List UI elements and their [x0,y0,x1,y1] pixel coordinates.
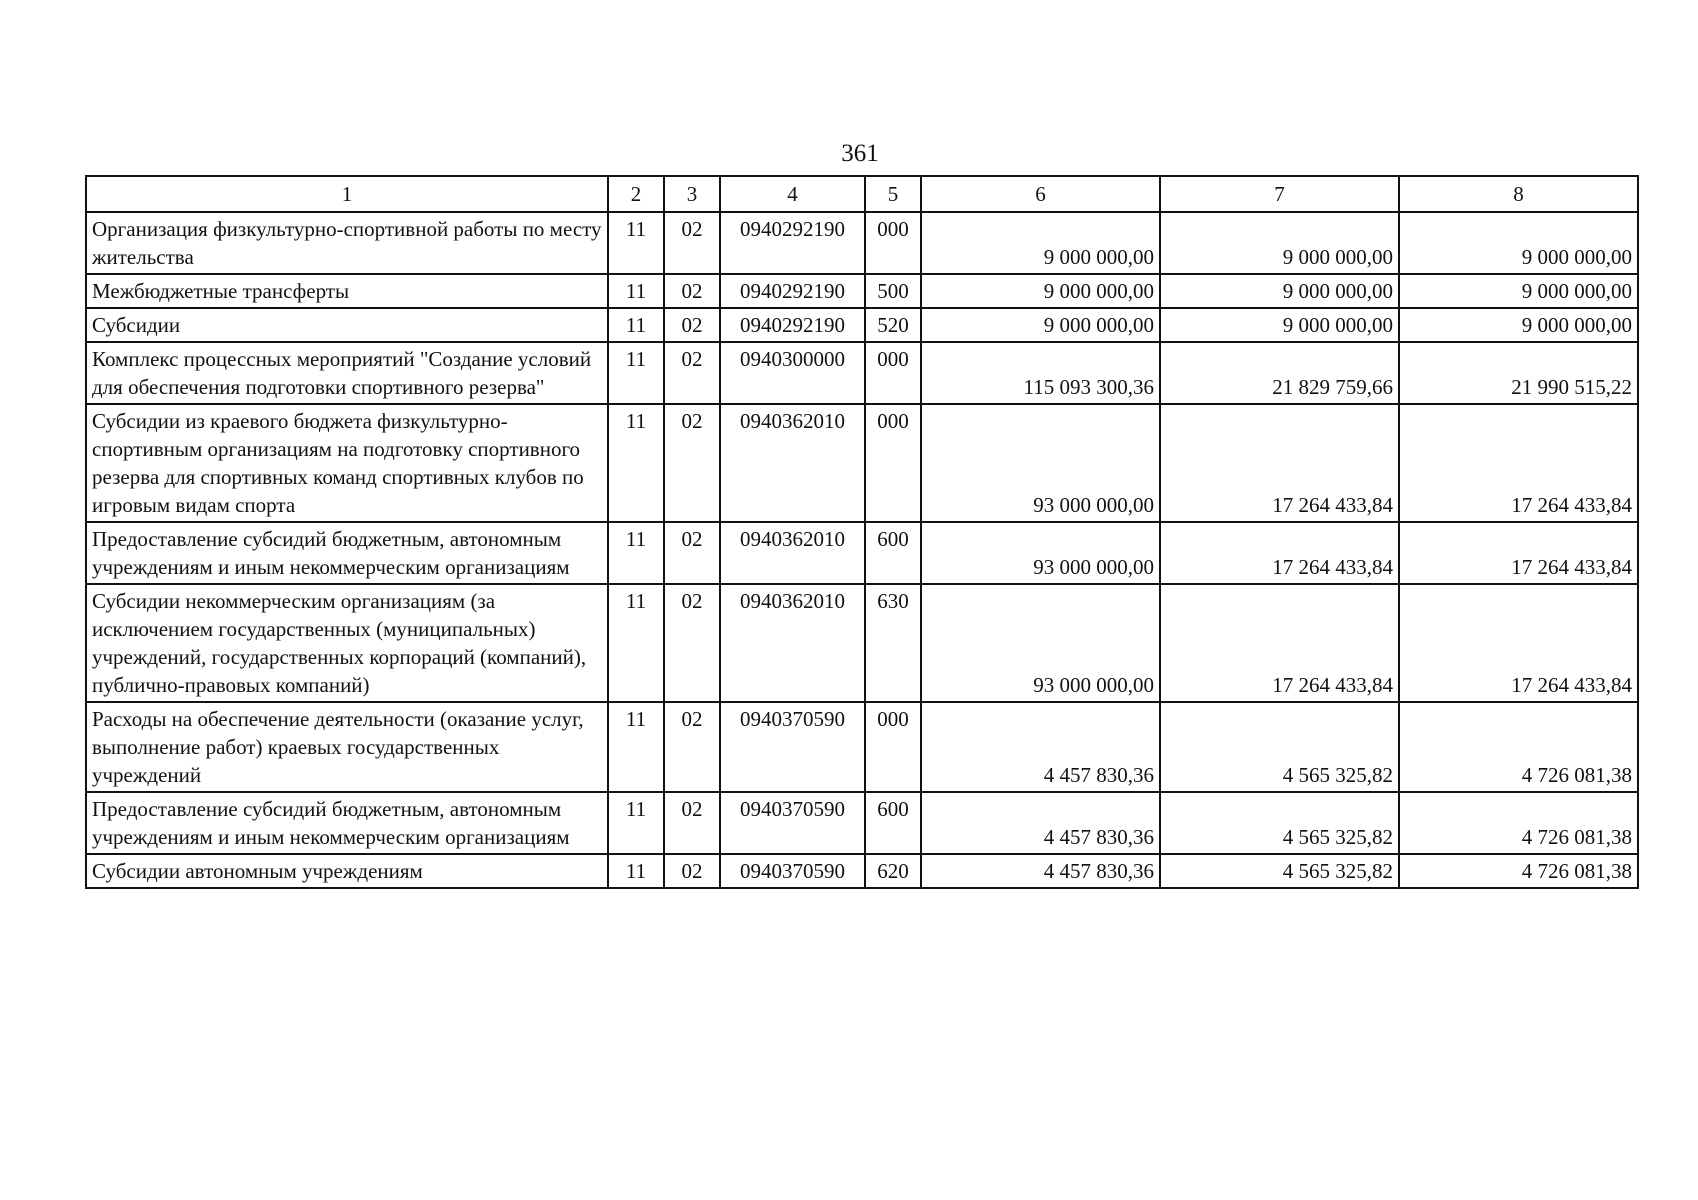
table-row [86,212,1638,274]
target-article-cell: 0940370590 [720,702,865,792]
row-name-cell: Предоставление субсидий бюджетным, автономным учреждениям и иным некоммерческим организациям [86,522,608,584]
subsection-code-cell: 02 [664,212,720,274]
expense-type-cell: 600 [865,522,921,584]
target-article-cell: 0940300000 [720,342,865,404]
column-header-2: 2 [608,176,664,212]
table-row [86,522,1638,584]
amount-year2-cell: 17 264 433,84 [1160,522,1399,584]
amount-year3-cell: 9 000 000,00 [1399,274,1638,308]
expense-type-cell: 000 [865,702,921,792]
section-code-cell: 11 [608,308,664,342]
target-article-cell: 0940292190 [720,274,865,308]
section-code-cell: 11 [608,274,664,308]
amount-year1-cell: 93 000 000,00 [921,522,1160,584]
subsection-code-cell: 02 [664,342,720,404]
section-code-cell: 11 [608,342,664,404]
amount-year3-cell: 21 990 515,22 [1399,342,1638,404]
column-header-5: 5 [865,176,921,212]
table-row [86,274,1638,308]
budget-table [85,175,1639,889]
section-code-cell: 11 [608,854,664,888]
subsection-code-cell: 02 [664,404,720,522]
row-name-cell: Расходы на обеспечение деятельности (оказание услуг, выполнение работ) краевых государственных учреждений [86,702,608,792]
subsection-code-cell: 02 [664,308,720,342]
amount-year3-cell: 9 000 000,00 [1399,212,1638,274]
amount-year1-cell: 4 457 830,36 [921,702,1160,792]
target-article-cell: 0940370590 [720,854,865,888]
row-name-cell: Субсидии некоммерческим организациям (за исключением государственных (муниципальных) учреждений, государственных корпораций (компаний), публично-правовых компаний) [86,584,608,702]
row-name-cell: Субсидии [86,308,608,342]
section-code-cell: 11 [608,404,664,522]
amount-year3-cell: 17 264 433,84 [1399,584,1638,702]
amount-year1-cell: 9 000 000,00 [921,274,1160,308]
row-name-cell: Межбюджетные трансферты [86,274,608,308]
row-name-cell: Комплекс процессных мероприятий "Создание условий для обеспечения подготовки спортивного резерва" [86,342,608,404]
table-body [86,212,1638,888]
section-code-cell: 11 [608,702,664,792]
table-row [86,342,1638,404]
amount-year2-cell: 9 000 000,00 [1160,308,1399,342]
table-row [86,702,1638,792]
subsection-code-cell: 02 [664,792,720,854]
target-article-cell: 0940362010 [720,404,865,522]
amount-year2-cell: 9 000 000,00 [1160,274,1399,308]
amount-year3-cell: 17 264 433,84 [1399,404,1638,522]
table-row [86,404,1638,522]
amount-year2-cell: 9 000 000,00 [1160,212,1399,274]
expense-type-cell: 000 [865,212,921,274]
table-row [86,584,1638,702]
section-code-cell: 11 [608,584,664,702]
page-number: 361 [841,140,879,167]
column-header-7: 7 [1160,176,1399,212]
column-header-6: 6 [921,176,1160,212]
amount-year2-cell: 17 264 433,84 [1160,584,1399,702]
row-name-cell: Субсидии из краевого бюджета физкультурно-спортивным организациям на подготовку спортивного резерва для спортивных команд спортивных клубов по игровым видам спорта [86,404,608,522]
section-code-cell: 11 [608,522,664,584]
expense-type-cell: 600 [865,792,921,854]
subsection-code-cell: 02 [664,584,720,702]
row-name-cell: Организация физкультурно-спортивной работы по месту жительства [86,212,608,274]
amount-year3-cell: 9 000 000,00 [1399,308,1638,342]
amount-year3-cell: 17 264 433,84 [1399,522,1638,584]
amount-year2-cell: 4 565 325,82 [1160,702,1399,792]
amount-year3-cell: 4 726 081,38 [1399,854,1638,888]
expense-type-cell: 500 [865,274,921,308]
amount-year1-cell: 9 000 000,00 [921,212,1160,274]
expense-type-cell: 000 [865,404,921,522]
row-name-cell: Субсидии автономным учреждениям [86,854,608,888]
subsection-code-cell: 02 [664,522,720,584]
target-article-cell: 0940370590 [720,792,865,854]
amount-year3-cell: 4 726 081,38 [1399,792,1638,854]
subsection-code-cell: 02 [664,702,720,792]
expense-type-cell: 620 [865,854,921,888]
amount-year1-cell: 4 457 830,36 [921,854,1160,888]
column-header-1: 1 [86,176,608,212]
subsection-code-cell: 02 [664,274,720,308]
amount-year2-cell: 21 829 759,66 [1160,342,1399,404]
amount-year2-cell: 4 565 325,82 [1160,792,1399,854]
table-row [86,792,1638,854]
header-row [86,176,1638,212]
table-row [86,854,1638,888]
amount-year1-cell: 93 000 000,00 [921,584,1160,702]
target-article-cell: 0940292190 [720,212,865,274]
column-header-4: 4 [720,176,865,212]
amount-year1-cell: 115 093 300,36 [921,342,1160,404]
amount-year3-cell: 4 726 081,38 [1399,702,1638,792]
expense-type-cell: 630 [865,584,921,702]
target-article-cell: 0940292190 [720,308,865,342]
section-code-cell: 11 [608,792,664,854]
expense-type-cell: 000 [865,342,921,404]
amount-year1-cell: 9 000 000,00 [921,308,1160,342]
expense-type-cell: 520 [865,308,921,342]
amount-year2-cell: 17 264 433,84 [1160,404,1399,522]
amount-year1-cell: 4 457 830,36 [921,792,1160,854]
subsection-code-cell: 02 [664,854,720,888]
target-article-cell: 0940362010 [720,584,865,702]
target-article-cell: 0940362010 [720,522,865,584]
column-header-8: 8 [1399,176,1638,212]
amount-year1-cell: 93 000 000,00 [921,404,1160,522]
column-header-3: 3 [664,176,720,212]
section-code-cell: 11 [608,212,664,274]
amount-year2-cell: 4 565 325,82 [1160,854,1399,888]
table-row [86,308,1638,342]
row-name-cell: Предоставление субсидий бюджетным, автономным учреждениям и иным некоммерческим организациям [86,792,608,854]
